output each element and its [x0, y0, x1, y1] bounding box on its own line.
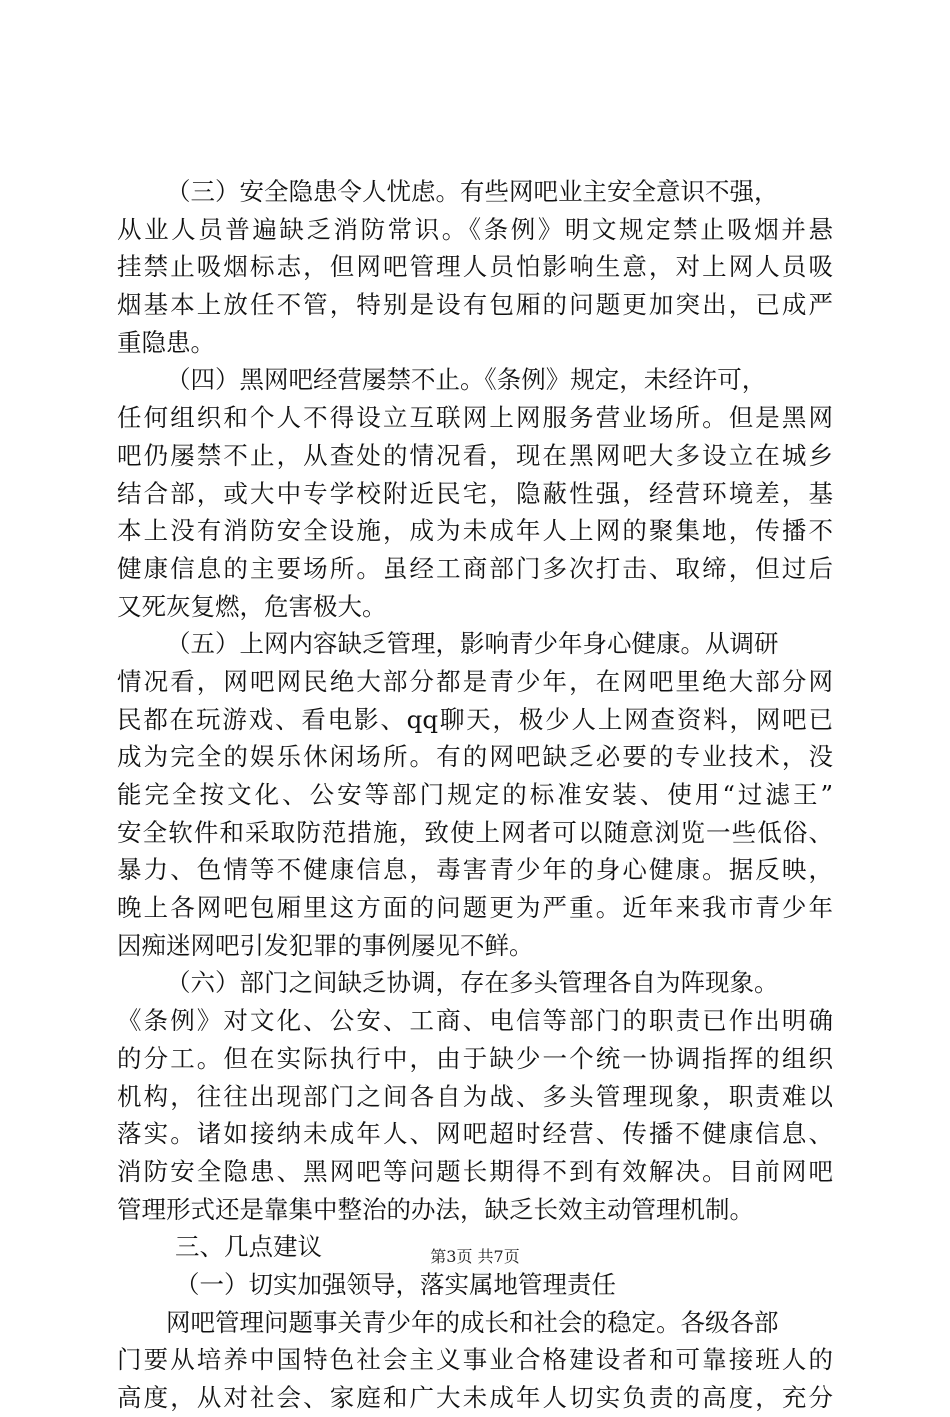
- paragraph-4-line-7: 又死灰复燃，危害极大。: [117, 591, 387, 621]
- paragraph-6-line-5: 落实。诸如接纳未成年人、网吧超时经营、传播不健康信息、: [117, 1119, 833, 1149]
- paragraph-4-line-1: （四）黑网吧经营屡禁不止。《条例》规定，未经许可，: [166, 365, 767, 395]
- paragraph-4-line-4: 结合部，或大中专学校附近民宅，隐蔽性强，经营环境差，基: [117, 478, 833, 508]
- section-heading: 三、几点建议: [175, 1232, 322, 1262]
- paragraph-6-line-2: 《条例》对文化、公安、工商、电信等部门的职责已作出明确: [117, 1006, 833, 1036]
- paragraph-7-line-1: 网吧管理问题事关青少年的成长和社会的稳定。各级各部: [166, 1307, 779, 1337]
- paragraph-4-line-3: 吧仍屡禁不止，从查处的情况看，现在黑网吧大多设立在城乡: [117, 440, 833, 470]
- paragraph-5-line-5: 能完全按文化、公安等部门规定的标准安装、使用“过滤王”: [117, 780, 833, 809]
- paragraph-3-line-3: 挂禁止吸烟标志，但网吧管理人员怕影响生意，对上网人员吸: [117, 252, 833, 282]
- paragraph-5-line-9: 因痴迷网吧引发犯罪的事例屡见不鲜。: [117, 930, 534, 960]
- paragraph-6-line-1: （六）部门之间缺乏协调，存在多头管理各自为阵现象。: [166, 968, 779, 998]
- paragraph-6-line-7: 管理形式还是靠集中整治的办法，缺乏长效主动管理机制。: [117, 1194, 754, 1224]
- paragraph-6-line-6: 消防安全隐患、黑网吧等问题长期得不到有效解决。目前网吧: [117, 1156, 833, 1186]
- paragraph-5-line-6: 安全软件和采取防范措施，致使上网者可以随意浏览一些低俗、: [117, 817, 833, 847]
- paragraph-6-line-3: 的分工。但在实际执行中，由于缺少一个统一协调指挥的组织: [117, 1043, 833, 1073]
- subsection-heading: （一）切实加强领导，落实属地管理责任: [175, 1269, 616, 1299]
- paragraph-6-line-4: 机构，往往出现部门之间各自为战、多头管理现象，职责难以: [117, 1081, 833, 1111]
- paragraph-5-line-1: （五）上网内容缺乏管理，影响青少年身心健康。从调研: [166, 629, 779, 659]
- paragraph-4-line-5: 本上没有消防安全设施，成为未成年人上网的聚集地，传播不: [117, 516, 833, 546]
- paragraph-5-line-4: 成为完全的娱乐休闲场所。有的网吧缺乏必要的专业技术，没: [117, 742, 833, 772]
- paragraph-3-line-2: 从业人员普遍缺乏消防常识。《条例》明文规定禁止吸烟并悬: [117, 214, 833, 244]
- paragraph-3-line-5: 重隐患。: [117, 327, 215, 357]
- paragraph-7-line-3: 高度，从对社会、家庭和广大未成年人切实负责的高度，充分: [117, 1383, 833, 1412]
- paragraph-3-line-1: （三）安全隐患令人忧虑。有些网吧业主安全意识不强，: [166, 177, 779, 206]
- paragraph-5-line-7: 暴力、色情等不健康信息，毒害青少年的身心健康。据反映，: [117, 855, 833, 885]
- paragraph-5-line-8: 晚上各网吧包厢里这方面的问题更为严重。近年来我市青少年: [117, 893, 833, 923]
- document-body: [117, 173, 833, 1417]
- paragraph-4-line-6: 健康信息的主要场所。虽经工商部门多次打击、取缔，但过后: [117, 553, 833, 583]
- page-footer: 第3页 共7页: [430, 1247, 520, 1266]
- paragraph-4-line-2: 任何组织和个人不得设立互联网上网服务营业场所。但是黑网: [117, 403, 833, 433]
- paragraph-7-line-2: 门要从培养中国特色社会主义事业合格建设者和可靠接班人的: [117, 1345, 833, 1375]
- paragraph-5-line-2: 情况看，网吧网民绝大部分都是青少年，在网吧里绝大部分网: [117, 666, 833, 696]
- paragraph-5-line-3: 民都在玩游戏、看电影、qq聊天，极少人上网查资料，网吧已: [117, 704, 833, 734]
- paragraph-3-line-4: 烟基本上放任不管，特别是设有包厢的问题更加突出，已成严: [117, 290, 833, 320]
